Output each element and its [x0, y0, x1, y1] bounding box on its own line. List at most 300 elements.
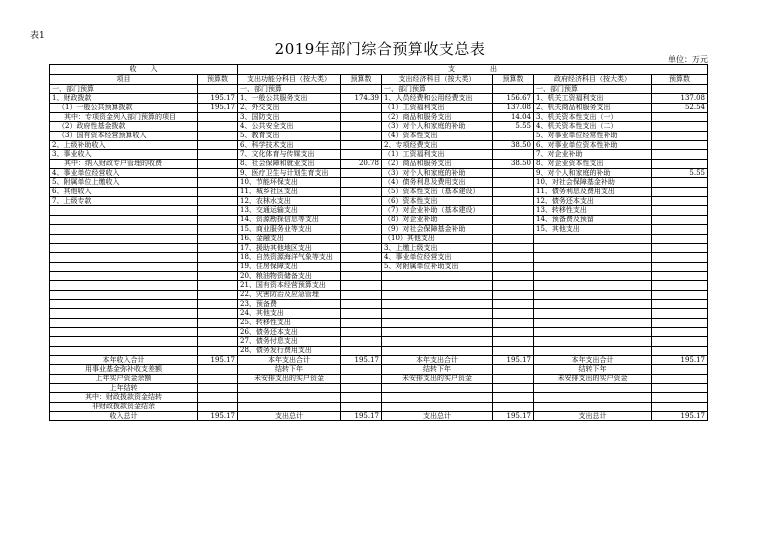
econ-subject-cell: （1）工资福利支出 [382, 150, 493, 159]
income-budget-cell [198, 384, 238, 393]
gov-econ-subject-cell [534, 402, 652, 411]
table-row [50, 94, 708, 103]
econ-budget-cell [493, 318, 534, 327]
econ-subject-cell: （8）对企业补助 [382, 215, 493, 224]
income-budget-cell [198, 234, 238, 243]
gov-econ-subject-cell [534, 318, 652, 327]
income-item-cell [50, 337, 198, 346]
income-budget-cell [198, 159, 238, 168]
income-budget-cell [198, 141, 238, 150]
gov-econ-budget-cell [652, 215, 708, 224]
summary-row [50, 384, 708, 393]
gov-econ-budget-cell [652, 122, 708, 131]
econ-budget-cell [493, 271, 534, 280]
gov-econ-budget-cell [652, 234, 708, 243]
gov-econ-subject-cell: 15、其他支出 [534, 225, 652, 234]
econ-budget-cell [493, 309, 534, 318]
func-budget-cell: 195.17 [341, 412, 382, 421]
gov-econ-budget-cell [652, 327, 708, 336]
func-budget-cell [341, 318, 382, 327]
func-budget-cell [341, 309, 382, 318]
budget-column-header: 预算数 [198, 75, 238, 85]
func-subject-cell: 20、粮油物资储备支出 [238, 271, 341, 280]
income-item-cell [50, 299, 198, 308]
econ-budget-cell [493, 327, 534, 336]
func-budget-cell [341, 374, 382, 383]
func-budget-cell [341, 169, 382, 178]
gov-econ-budget-cell [652, 346, 708, 355]
econ-subject-cell [382, 327, 493, 336]
income-budget-cell [198, 206, 238, 215]
func-budget-cell [341, 337, 382, 346]
budget-column-header: 预算数 [341, 75, 382, 85]
unit-label: 单位：万元 [668, 55, 708, 64]
income-item-cell [50, 234, 198, 243]
income-budget-cell [198, 365, 238, 374]
gov-econ-subject-cell: 支出总计 [534, 412, 652, 421]
econ-budget-cell [493, 337, 534, 346]
summary-row [50, 393, 708, 402]
func-budget-cell [341, 187, 382, 196]
gov-econ-subject-cell: 3、机关资本性支出（一） [534, 113, 652, 122]
table-row [50, 150, 708, 159]
income-item-cell: （3）国有资本经营预算收入 [50, 131, 198, 140]
econ-budget-cell: 38.50 [493, 141, 534, 150]
income-item-cell: 上年实户资金余额 [50, 374, 198, 383]
table-row [50, 85, 708, 94]
gov-econ-subject-cell: 13、转移性支出 [534, 206, 652, 215]
gov-econ-subject-cell: 一、部门预算 [534, 85, 652, 94]
econ-subject-cell: 3、上缴上级支出 [382, 243, 493, 252]
table-row [50, 271, 708, 280]
func-subject-cell: 16、金融支出 [238, 234, 341, 243]
econ-subject-cell [382, 393, 493, 402]
econ-subject-cell: （2）商品和服务支出 [382, 159, 493, 168]
func-budget-cell [341, 206, 382, 215]
func-subject-cell [238, 384, 341, 393]
income-item-cell [50, 206, 198, 215]
econ-budget-cell [493, 178, 534, 187]
gov-econ-budget-cell [652, 337, 708, 346]
gov-econ-budget-cell [652, 253, 708, 262]
econ-subject-cell: 结转下年 [382, 365, 493, 374]
func-budget-cell [341, 197, 382, 206]
gov-econ-subject-cell [534, 234, 652, 243]
income-budget-cell: 195.17 [198, 412, 238, 421]
gov-econ-budget-cell: 5.55 [652, 169, 708, 178]
income-budget-cell [198, 178, 238, 187]
econ-budget-cell: 38.50 [493, 159, 534, 168]
gov-econ-budget-cell [652, 187, 708, 196]
gov-econ-budget-cell [652, 178, 708, 187]
table-row [50, 187, 708, 196]
table-row [50, 243, 708, 252]
func-budget-cell [341, 103, 382, 112]
func-budget-cell [341, 346, 382, 355]
gov-econ-budget-cell [652, 402, 708, 411]
econ-subject-cell: 1、人员经费和公用经费支出 [382, 94, 493, 103]
income-budget-cell [198, 290, 238, 299]
econ-budget-cell: 137.08 [493, 103, 534, 112]
econ-budget-cell [493, 402, 534, 411]
func-subject-cell: 12、农林水支出 [238, 197, 341, 206]
econ-budget-cell [493, 169, 534, 178]
income-budget-cell [198, 197, 238, 206]
table-row [50, 225, 708, 234]
income-budget-cell [198, 243, 238, 252]
table-row [50, 327, 708, 336]
gov-econ-subject-cell: 8、对企业资本性支出 [534, 159, 652, 168]
func-budget-cell [341, 243, 382, 252]
gov-econ-subject-cell [534, 337, 652, 346]
func-budget-cell: 174.39 [341, 94, 382, 103]
func-budget-cell [341, 215, 382, 224]
gov-econ-budget-cell [652, 299, 708, 308]
gov-econ-subject-cell: 1、机关工资福利支出 [534, 94, 652, 103]
gov-econ-budget-cell [652, 197, 708, 206]
income-budget-cell [198, 150, 238, 159]
gov-econ-budget-cell [652, 271, 708, 280]
func-budget-cell [341, 290, 382, 299]
econ-budget-cell: 5.55 [493, 122, 534, 131]
gov-econ-budget-cell [652, 393, 708, 402]
econ-budget-cell: 14.04 [493, 113, 534, 122]
func-subject-cell: 27、债务付息支出 [238, 337, 341, 346]
econ-subject-cell: （10）其他支出 [382, 234, 493, 243]
income-budget-cell [198, 309, 238, 318]
gov-econ-subject-cell: 10、对社会保障基金补助 [534, 178, 652, 187]
summary-row [50, 412, 708, 421]
gov-econ-subject-cell: 4、机关资本性支出（二） [534, 122, 652, 131]
gov-econ-budget-cell [652, 113, 708, 122]
func-subject-cell [238, 393, 341, 402]
gov-econ-subject-header: 政府经济科目（按大类） [534, 75, 652, 85]
econ-subject-cell [382, 337, 493, 346]
func-budget-cell [341, 85, 382, 94]
econ-budget-cell [493, 215, 534, 224]
gov-econ-budget-cell [652, 131, 708, 140]
table-row [50, 103, 708, 112]
income-item-cell: 4、事业单位经营收入 [50, 169, 198, 178]
income-budget-cell [198, 85, 238, 94]
gov-econ-subject-cell [534, 253, 652, 262]
econ-subject-cell: 未安排支出的实户资金 [382, 374, 493, 383]
income-item-cell: 1、财政拨款 [50, 94, 198, 103]
income-item-cell: 上年结转 [50, 384, 198, 393]
func-subject-cell: 24、其他支出 [238, 309, 341, 318]
income-budget-cell [198, 113, 238, 122]
func-budget-cell [341, 271, 382, 280]
table-row [50, 309, 708, 318]
table-row [50, 141, 708, 150]
income-budget-cell [198, 327, 238, 336]
income-budget-cell [198, 299, 238, 308]
table-row [50, 337, 708, 346]
budget-table [49, 64, 708, 421]
table-row [50, 281, 708, 290]
income-item-cell: 收入总计 [50, 412, 198, 421]
econ-subject-cell [382, 402, 493, 411]
income-budget-cell [198, 187, 238, 196]
table-row [50, 206, 708, 215]
func-budget-cell [341, 253, 382, 262]
econ-subject-cell: （3）对个人和家庭的补助 [382, 169, 493, 178]
econ-subject-cell [382, 318, 493, 327]
income-budget-cell [198, 393, 238, 402]
gov-econ-budget-cell [652, 225, 708, 234]
func-subject-cell: 28、债务发行费用支出 [238, 346, 341, 355]
gov-econ-budget-cell [652, 281, 708, 290]
gov-econ-budget-cell [652, 206, 708, 215]
table-row [50, 299, 708, 308]
table-row [50, 262, 708, 271]
gov-econ-subject-cell: 6、对事业单位资本性补助 [534, 141, 652, 150]
econ-subject-cell [382, 384, 493, 393]
income-budget-cell [198, 271, 238, 280]
econ-subject-cell [382, 271, 493, 280]
func-budget-cell: 20.78 [341, 159, 382, 168]
func-budget-cell [341, 113, 382, 122]
income-budget-cell [198, 346, 238, 355]
econ-subject-cell: （7）对企业补助（基本建设） [382, 206, 493, 215]
table-row [50, 122, 708, 131]
func-budget-cell [341, 122, 382, 131]
summary-row [50, 402, 708, 411]
table-row [50, 234, 708, 243]
table-row [50, 318, 708, 327]
econ-subject-cell: （2）商品和服务支出 [382, 113, 493, 122]
table-row [50, 131, 708, 140]
income-budget-cell [198, 169, 238, 178]
econ-budget-cell [493, 85, 534, 94]
income-item-cell: 其中：专项资金列入部门预算的项目 [50, 113, 198, 122]
econ-budget-cell [493, 243, 534, 252]
func-budget-cell [341, 262, 382, 271]
table-row [50, 215, 708, 224]
gov-econ-subject-cell: 9、对个人和家庭的补助 [534, 169, 652, 178]
func-subject-cell [238, 402, 341, 411]
gov-econ-budget-cell [652, 365, 708, 374]
func-subject-cell: 7、文化体育与传媒支出 [238, 150, 341, 159]
income-item-cell [50, 309, 198, 318]
func-subject-cell: 23、预备费 [238, 299, 341, 308]
func-budget-cell [341, 131, 382, 140]
econ-subject-header: 支出经济科目（按大类） [382, 75, 493, 85]
gov-econ-budget-cell [652, 384, 708, 393]
gov-econ-budget-cell: 52.54 [652, 103, 708, 112]
econ-budget-cell: 195.17 [493, 355, 534, 364]
income-budget-cell [198, 374, 238, 383]
econ-budget-cell [493, 281, 534, 290]
income-item-cell [50, 290, 198, 299]
gov-econ-subject-cell: 12、债务还本支出 [534, 197, 652, 206]
func-budget-cell [341, 178, 382, 187]
econ-budget-cell [493, 384, 534, 393]
func-subject-cell: 一、部门预算 [238, 85, 341, 94]
func-subject-cell: 10、节能环保支出 [238, 178, 341, 187]
func-subject-cell: 26、债务还本支出 [238, 327, 341, 336]
func-budget-cell [341, 150, 382, 159]
func-subject-cell: 6、科学技术支出 [238, 141, 341, 150]
table-row [50, 253, 708, 262]
income-item-cell [50, 327, 198, 336]
func-subject-cell: 25、转移性支出 [238, 318, 341, 327]
econ-budget-cell [493, 131, 534, 140]
gov-econ-subject-cell: 14、预备费及预留 [534, 215, 652, 224]
func-budget-cell [341, 299, 382, 308]
income-item-cell: （2）政府性基金拨款 [50, 122, 198, 131]
econ-budget-cell [493, 225, 534, 234]
income-item-cell: 其中：纳入财政专户管理的收费 [50, 159, 198, 168]
income-budget-cell [198, 131, 238, 140]
table-row [50, 113, 708, 122]
func-subject-cell: 未安排支出的实户资金 [238, 374, 341, 383]
func-subject-cell: 18、自然资源海洋气象等支出 [238, 253, 341, 262]
gov-econ-subject-cell [534, 384, 652, 393]
econ-budget-cell [493, 197, 534, 206]
econ-budget-cell [493, 150, 534, 159]
econ-budget-cell [493, 187, 534, 196]
econ-subject-cell: （1）工资福利支出 [382, 103, 493, 112]
table-label: 表1 [30, 31, 45, 41]
econ-subject-cell: 4、事业单位经营支出 [382, 253, 493, 262]
gov-econ-budget-cell [652, 141, 708, 150]
gov-econ-budget-cell: 195.17 [652, 412, 708, 421]
gov-econ-budget-cell [652, 318, 708, 327]
income-item-cell: （1）一般公共预算拨款 [50, 103, 198, 112]
econ-budget-cell [493, 374, 534, 383]
income-budget-cell [198, 402, 238, 411]
summary-row [50, 374, 708, 383]
income-item-cell: 本年收入合计 [50, 355, 198, 364]
func-subject-cell: 14、资源勘探信息等支出 [238, 215, 341, 224]
gov-econ-budget-cell: 137.08 [652, 94, 708, 103]
econ-subject-cell: （3）对个人和家庭的补助 [382, 122, 493, 131]
econ-subject-cell [382, 299, 493, 308]
gov-econ-subject-cell [534, 243, 652, 252]
table-row [50, 178, 708, 187]
func-subject-cell: 2、外交支出 [238, 103, 341, 112]
income-budget-cell: 195.17 [198, 94, 238, 103]
income-item-cell [50, 243, 198, 252]
table-row [50, 346, 708, 355]
econ-subject-cell: （5）资本性支出（基本建设） [382, 187, 493, 196]
income-item-cell: 3、事业收入 [50, 150, 198, 159]
gov-econ-subject-cell [534, 393, 652, 402]
econ-budget-cell [493, 234, 534, 243]
func-subject-cell: 17、援助其他地区支出 [238, 243, 341, 252]
econ-subject-cell: （6）资本性支出 [382, 197, 493, 206]
gov-econ-budget-cell [652, 159, 708, 168]
econ-subject-cell [382, 309, 493, 318]
income-budget-cell [198, 281, 238, 290]
table-row [50, 169, 708, 178]
func-budget-cell [341, 327, 382, 336]
income-budget-cell [198, 337, 238, 346]
income-item-cell: 2、上级补助收入 [50, 141, 198, 150]
econ-budget-cell [493, 290, 534, 299]
func-subject-cell: 21、国有资本经营预算支出 [238, 281, 341, 290]
table-row [50, 159, 708, 168]
econ-subject-cell: 5、对附属单位补助支出 [382, 262, 493, 271]
gov-econ-subject-cell: 7、对企业补助 [534, 150, 652, 159]
income-item-cell: 5、附属单位上缴收入 [50, 178, 198, 187]
gov-econ-subject-cell [534, 327, 652, 336]
income-item-cell: 一、部门预算 [50, 85, 198, 94]
gov-econ-subject-cell: 11、债务利息及费用支出 [534, 187, 652, 196]
func-subject-cell: 8、社会保障和就业支出 [238, 159, 341, 168]
econ-subject-cell: （4）债务利息及费用支出 [382, 178, 493, 187]
income-budget-cell [198, 225, 238, 234]
gov-econ-subject-cell: 5、对事业单位经常性补助 [534, 131, 652, 140]
income-budget-cell [198, 122, 238, 131]
econ-subject-cell [382, 281, 493, 290]
econ-subject-cell: 2、专项经费支出 [382, 141, 493, 150]
econ-budget-cell [493, 299, 534, 308]
budget-column-header: 预算数 [493, 75, 534, 85]
income-item-cell [50, 215, 198, 224]
econ-subject-cell: 本年支出合计 [382, 355, 493, 364]
econ-budget-cell [493, 206, 534, 215]
income-budget-cell: 195.17 [198, 355, 238, 364]
income-item-cell: 7、上级专款 [50, 197, 198, 206]
gov-econ-subject-cell: 2、机关商品和服务支出 [534, 103, 652, 112]
econ-subject-cell: 支出总计 [382, 412, 493, 421]
income-budget-cell [198, 215, 238, 224]
income-item-cell [50, 271, 198, 280]
func-subject-cell: 3、国防支出 [238, 113, 341, 122]
item-column-header: 项目 [50, 75, 198, 85]
econ-subject-cell: 一、部门预算 [382, 85, 493, 94]
gov-econ-subject-cell: 本年支出合计 [534, 355, 652, 364]
income-budget-cell: 195.17 [198, 103, 238, 112]
func-subject-cell: 1、一般公共服务支出 [238, 94, 341, 103]
func-subject-cell: 11、城乡社区支出 [238, 187, 341, 196]
func-subject-cell: 19、住房保障支出 [238, 262, 341, 271]
table-row [50, 290, 708, 299]
income-item-cell [50, 253, 198, 262]
income-item-cell [50, 346, 198, 355]
func-budget-cell [341, 365, 382, 374]
econ-subject-cell: （4）资本性支出 [382, 131, 493, 140]
func-budget-cell [341, 225, 382, 234]
gov-econ-budget-cell [652, 262, 708, 271]
func-budget-cell [341, 141, 382, 150]
gov-econ-subject-cell [534, 290, 652, 299]
income-header: 收 入 [50, 65, 238, 75]
func-subject-header: 支出功能分科目（按大类） [238, 75, 341, 85]
econ-subject-cell [382, 346, 493, 355]
budget-column-header: 预算数 [652, 75, 708, 85]
econ-budget-cell [493, 346, 534, 355]
income-budget-cell [198, 253, 238, 262]
func-budget-cell [341, 393, 382, 402]
income-item-cell [50, 318, 198, 327]
func-budget-cell [341, 281, 382, 290]
func-budget-cell [341, 234, 382, 243]
econ-budget-cell: 156.67 [493, 94, 534, 103]
gov-econ-subject-cell: 未安排支出的实户资金 [534, 374, 652, 383]
income-item-cell: 其中：财政拨款资金结转 [50, 393, 198, 402]
econ-subject-cell [382, 290, 493, 299]
func-subject-cell: 15、商业服务业等支出 [238, 225, 341, 234]
gov-econ-budget-cell [652, 290, 708, 299]
func-budget-cell: 195.17 [341, 355, 382, 364]
income-item-cell: 用事业基金弥补收支差额 [50, 365, 198, 374]
income-item-cell: 6、其他收入 [50, 187, 198, 196]
gov-econ-budget-cell [652, 374, 708, 383]
gov-econ-subject-cell [534, 309, 652, 318]
